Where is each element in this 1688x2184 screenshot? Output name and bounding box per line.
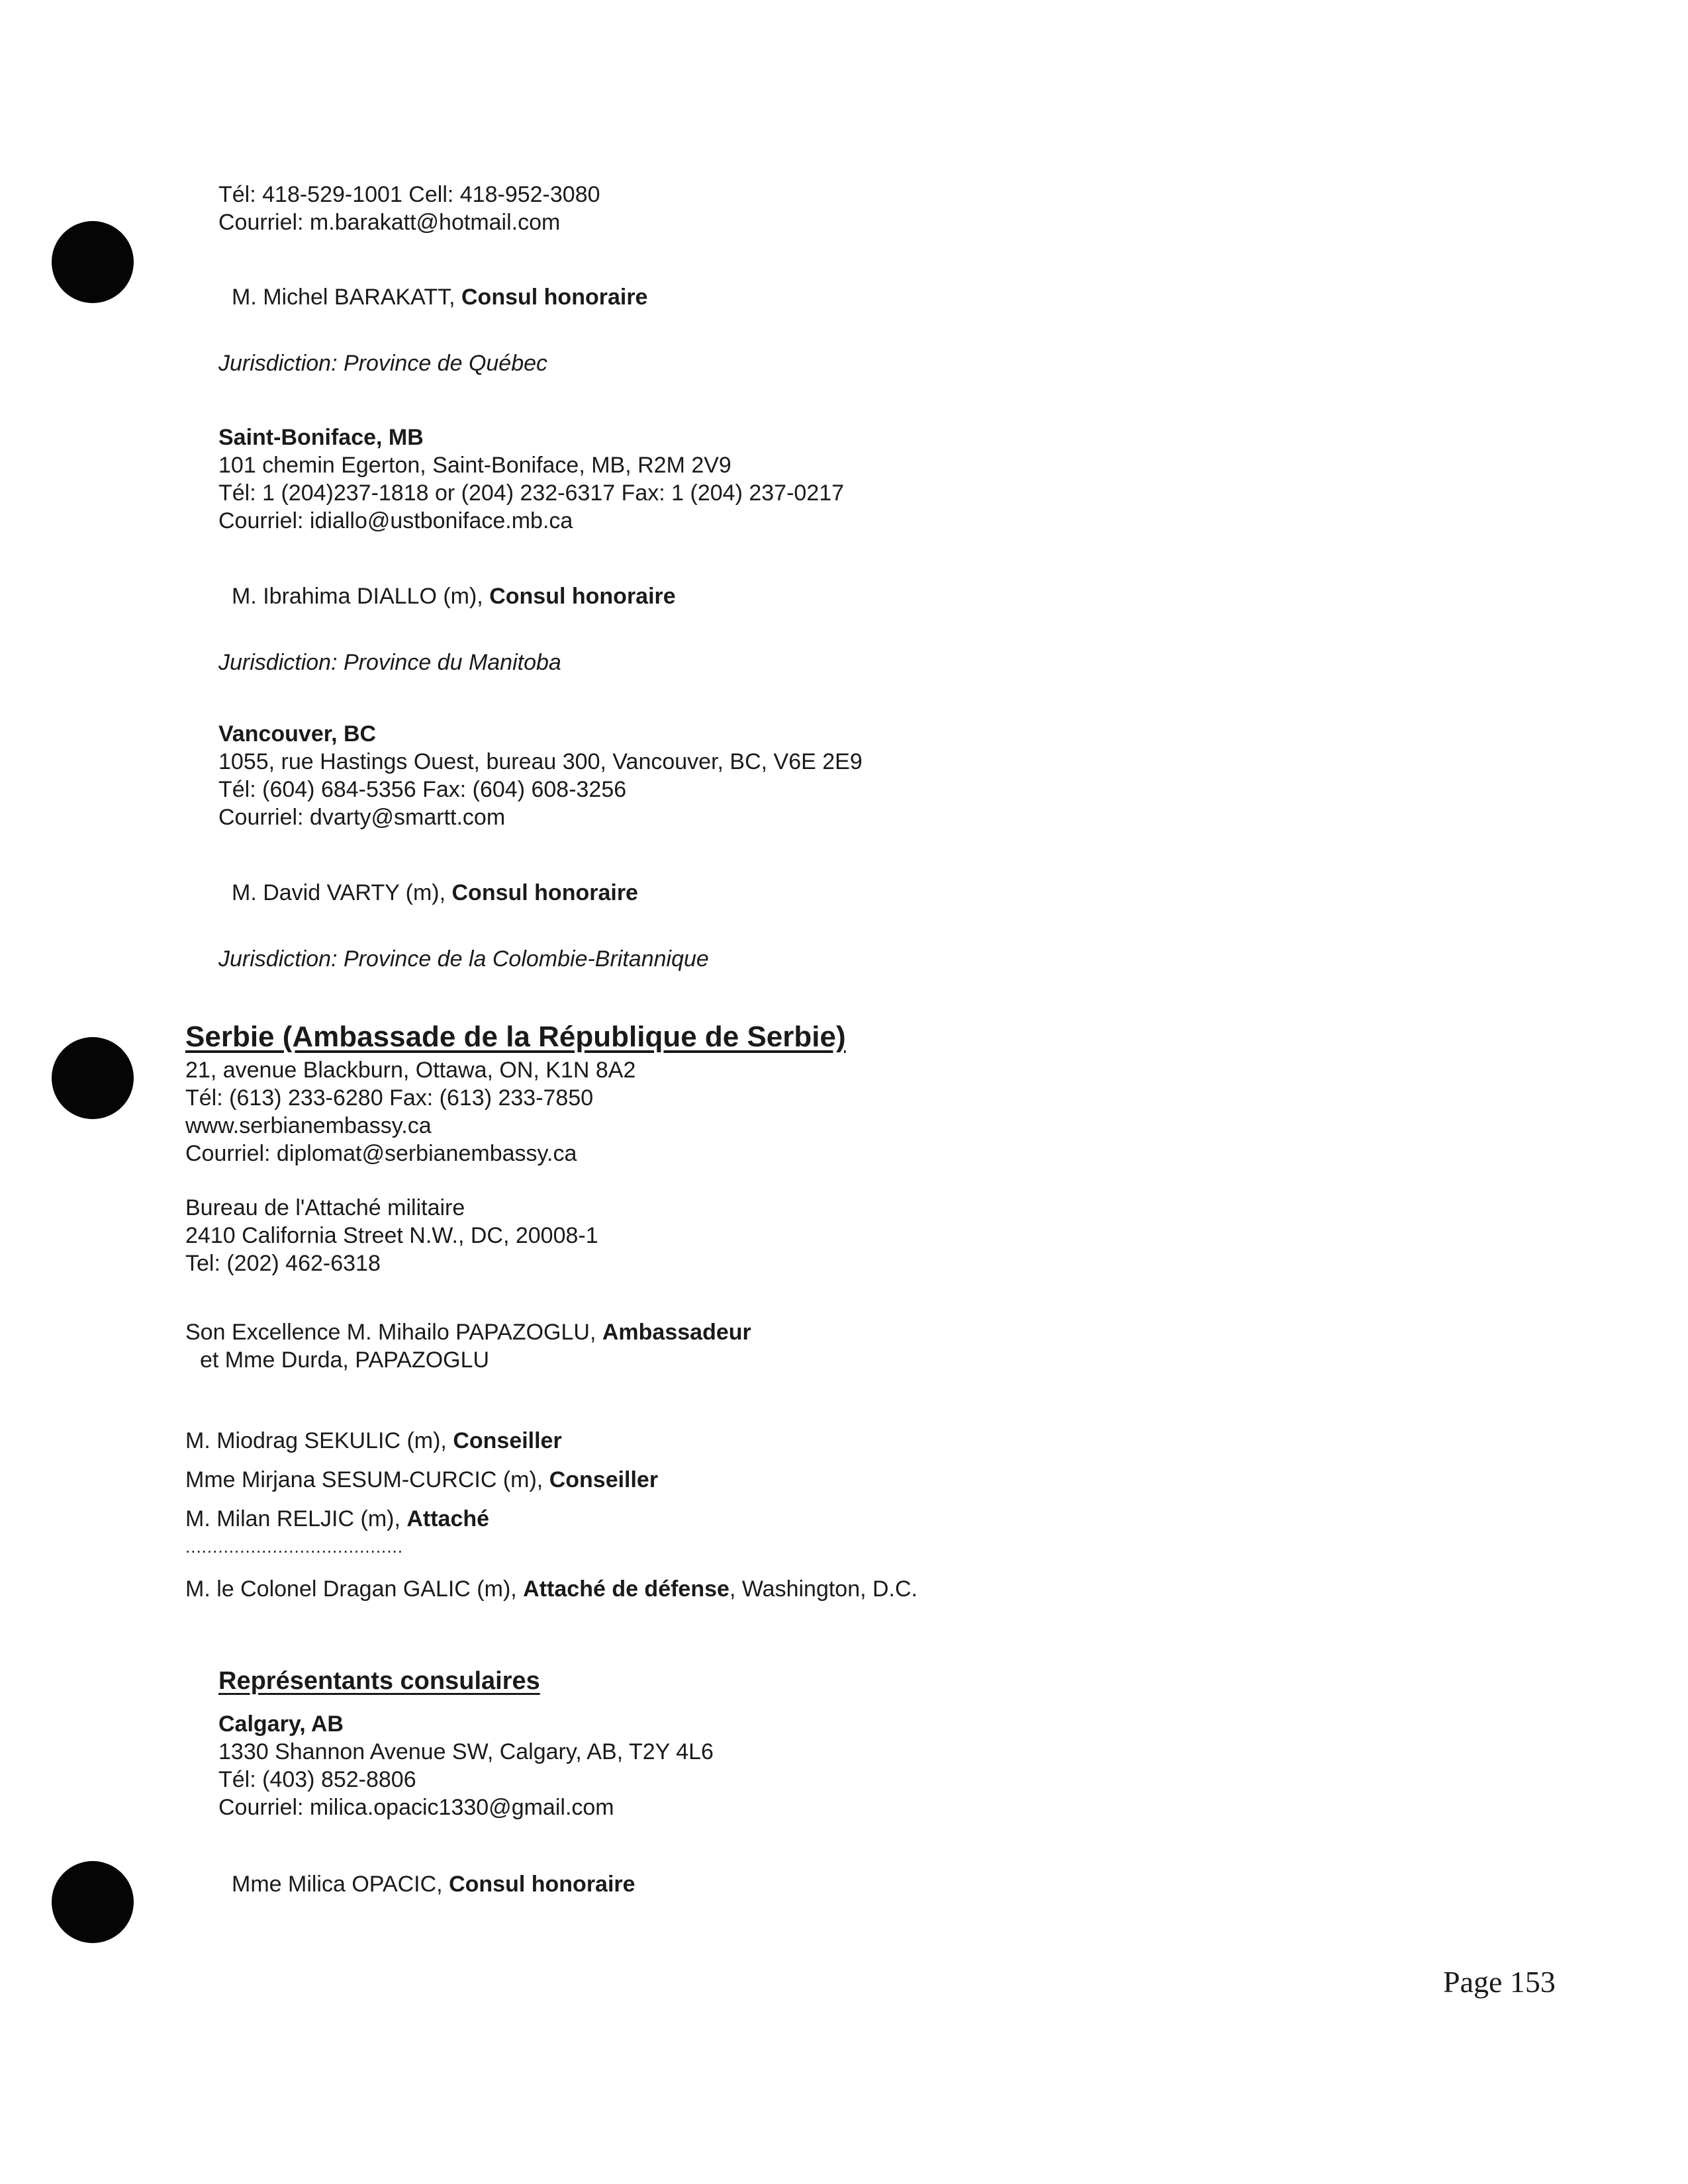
saint-boniface-block	[218, 424, 844, 535]
staff-title: Conseiller	[549, 1467, 659, 1492]
staff-name: Mme Mirjana SESUM-CURCIC (m),	[185, 1467, 549, 1492]
ambassador-spouse: et Mme Durda, PAPAZOGLU	[200, 1347, 490, 1373]
staff-row	[185, 1461, 658, 1500]
person-name: M. David VARTY (m),	[232, 880, 452, 905]
email: Courriel: diplomat@serbianembassy.ca	[185, 1141, 577, 1166]
ambassador-name: Son Excellence M. Mihailo PAPAZOGLU,	[185, 1320, 602, 1345]
address: 1055, rue Hastings Ouest, bureau 300, Vancouver, BC, V6E 2E9	[218, 749, 863, 774]
punch-hole-middle	[52, 1037, 134, 1119]
vancouver-jurisdiction: Jurisdiction: Province de la Colombie-Britannique	[218, 946, 709, 972]
saint-boniface-jurisdiction: Jurisdiction: Province du Manitoba	[218, 650, 561, 675]
tel: Tél: (403) 852-8806	[218, 1767, 416, 1792]
vancouver-block	[218, 720, 863, 831]
tel: Tél: (613) 233-6280 Fax: (613) 233-7850	[185, 1085, 594, 1111]
website: www.serbianembassy.ca	[185, 1113, 432, 1138]
email: Courriel: idiallo@ustboniface.mb.ca	[218, 508, 573, 533]
person-name: Mme Milica OPACIC,	[232, 1872, 449, 1897]
office-address: 2410 California Street N.W., DC, 20008-1	[185, 1223, 598, 1248]
punch-hole-bottom	[52, 1861, 134, 1943]
email: Courriel: dvarty@smartt.com	[218, 805, 506, 830]
top-entry-person	[232, 283, 647, 311]
city-heading: Saint-Boniface, MB	[218, 425, 424, 450]
address: 21, avenue Blackburn, Ottawa, ON, K1N 8A2	[185, 1058, 636, 1083]
military-attache-office	[185, 1194, 598, 1277]
person-name: M. Ibrahima DIALLO (m),	[232, 584, 490, 609]
person-title: Consul honoraire	[489, 584, 676, 609]
saint-boniface-person	[232, 582, 676, 610]
staff-name: M. Miodrag SEKULIC (m),	[185, 1428, 453, 1453]
staff-list	[185, 1422, 658, 1539]
address: 1330 Shannon Avenue SW, Calgary, AB, T2Y 4L6	[218, 1739, 714, 1764]
vancouver-person	[232, 879, 638, 907]
person-name: M. Michel BARAKATT,	[232, 285, 461, 310]
address: 101 chemin Egerton, Saint-Boniface, MB, R2M 2V9	[218, 453, 731, 478]
top-entry-contact	[218, 181, 600, 236]
person-location: , Washington, D.C.	[729, 1576, 918, 1602]
consular-heading: Représentants consulaires	[218, 1667, 540, 1695]
person-title: Attaché de défense	[523, 1576, 729, 1602]
tel: Tél: 1 (204)237-1818 or (204) 232-6317 Fax: 1 (204) 237-0217	[218, 480, 845, 506]
email: Courriel: milica.opacic1330@gmail.com	[218, 1795, 614, 1820]
city-heading: Calgary, AB	[218, 1711, 344, 1737]
top-entry-tel: Tél: 418-529-1001 Cell: 418-952-3080	[218, 182, 600, 207]
person-title: Consul honoraire	[461, 285, 648, 310]
staff-title: Conseiller	[453, 1428, 562, 1453]
office-tel: Tel: (202) 462-6318	[185, 1251, 381, 1276]
ambassador-block	[185, 1318, 751, 1374]
punch-hole-top	[52, 221, 134, 303]
tel: Tél: (604) 684-5356 Fax: (604) 608-3256	[218, 777, 627, 802]
city-heading: Vancouver, BC	[218, 721, 377, 747]
staff-title: Attaché	[406, 1506, 490, 1531]
person-title: Consul honoraire	[449, 1872, 635, 1897]
serbia-contact	[185, 1056, 635, 1167]
top-entry-jurisdiction: Jurisdiction: Province de Québec	[218, 351, 548, 376]
ambassador-title: Ambassadeur	[602, 1320, 751, 1345]
person-name: M. le Colonel Dragan GALIC (m),	[185, 1576, 524, 1602]
page-number: Page 153	[1443, 1965, 1556, 1999]
person-title: Consul honoraire	[451, 880, 638, 905]
office-label: Bureau de l'Attaché militaire	[185, 1195, 465, 1220]
calgary-person	[232, 1870, 635, 1898]
calgary-block	[218, 1710, 714, 1821]
staff-name: M. Milan RELJIC (m),	[185, 1506, 407, 1531]
dotted-separator: ........................................	[185, 1537, 403, 1557]
serbia-heading: Serbie (Ambassade de la République de Serbie)	[185, 1021, 846, 1053]
staff-row	[185, 1422, 658, 1461]
defense-attache	[185, 1575, 917, 1603]
top-entry-email: Courriel: m.barakatt@hotmail.com	[218, 210, 561, 235]
